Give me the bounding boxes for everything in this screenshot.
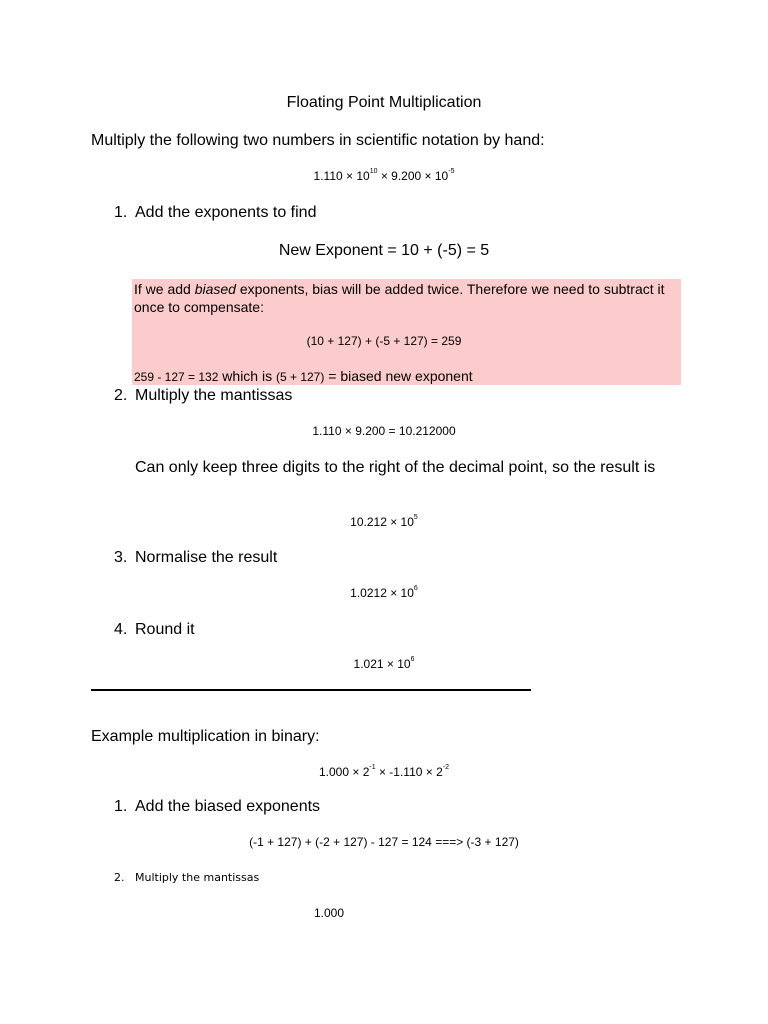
step1-label: Add the exponents to find bbox=[135, 204, 317, 221]
step3-result bbox=[0, 586, 768, 600]
bias-conclusion-b: which is bbox=[218, 368, 276, 384]
step4-label: Round it bbox=[135, 621, 195, 638]
binary-problem-mid: × -1.110 × 2 bbox=[375, 765, 443, 779]
binary-step1-label: Add the biased exponents bbox=[135, 798, 321, 815]
step1-result: New Exponent = 10 + (-5) = 5 bbox=[278, 242, 490, 259]
step2-result-exp: 5 bbox=[413, 514, 418, 521]
binary-step2-partial: 1.000 bbox=[314, 906, 345, 920]
bias-note-em: biased bbox=[194, 281, 236, 297]
step3-number: 3. bbox=[114, 549, 128, 566]
step3-label: Normalise the result bbox=[135, 549, 278, 566]
step2-label: Multiply the mantissas bbox=[135, 387, 293, 404]
problem-b-exp: -5 bbox=[448, 168, 455, 175]
step4-result-mant: 1.021 × 10 bbox=[353, 657, 411, 671]
binary-problem-a-exp: -1 bbox=[369, 764, 376, 771]
binary-heading: Example multiplication in binary: bbox=[91, 728, 320, 745]
step3-result-exp: 6 bbox=[413, 585, 418, 592]
bias-equation: (10 + 127) + (-5 + 127) = 259 bbox=[306, 334, 462, 348]
step4-number: 4. bbox=[114, 621, 128, 638]
bias-note-pre: If we add bbox=[134, 281, 195, 297]
bias-note-text bbox=[134, 280, 679, 316]
section-divider bbox=[91, 689, 531, 691]
binary-step1-equation: (-1 + 127) + (-2 + 127) - 127 = 124 ===> (-3 + 127) bbox=[249, 835, 519, 849]
step1-number: 1. bbox=[114, 204, 128, 221]
step2-result bbox=[0, 515, 768, 529]
binary-step2-number: 2. bbox=[114, 871, 125, 884]
binary-problem-a: 1.000 × 2 bbox=[318, 765, 370, 779]
step4-result bbox=[0, 657, 768, 671]
problem-mid: × 9.200 × 10 bbox=[377, 169, 449, 183]
problem-equation bbox=[0, 169, 768, 183]
binary-problem bbox=[0, 765, 768, 779]
intro-text: Multiply the following two numbers in scientific notation by hand: bbox=[91, 132, 545, 149]
bias-conclusion bbox=[134, 368, 473, 384]
bias-conclusion-c: (5 + 127) bbox=[275, 370, 325, 384]
step2-note: Can only keep three digits to the right of the decimal point, so the result is bbox=[135, 459, 656, 476]
page-title: Floating Point Multiplication bbox=[286, 94, 482, 111]
problem-a: 1.110 × 10 bbox=[313, 169, 370, 183]
step3-result-mant: 1.0212 × 10 bbox=[350, 586, 414, 600]
bias-note-post: exponents, bias will be added twice. Therefore we need to subtract it once to compensate: bbox=[134, 281, 665, 315]
bias-conclusion-a: 259 - 127 = 132 bbox=[134, 370, 219, 384]
step2-number: 2. bbox=[114, 387, 128, 404]
bias-conclusion-d: = biased new exponent bbox=[324, 368, 473, 384]
step4-result-exp: 6 bbox=[410, 656, 415, 663]
step2-result-mant: 10.212 × 10 bbox=[350, 515, 414, 529]
problem-a-exp: 10 bbox=[369, 168, 378, 175]
step2-equation: 1.110 × 9.200 = 10.212000 bbox=[312, 424, 456, 438]
binary-step2-label: Multiply the mantissas bbox=[135, 871, 260, 884]
binary-problem-b-exp: -2 bbox=[442, 764, 450, 771]
binary-step1-number: 1. bbox=[114, 798, 128, 815]
